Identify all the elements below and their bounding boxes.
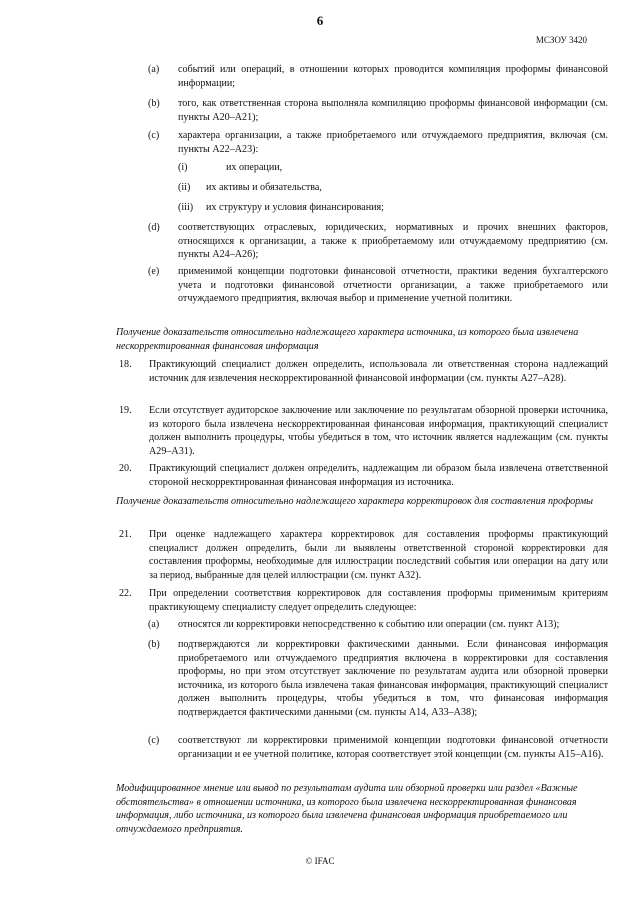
list-item-label: (e): [148, 266, 160, 277]
list-item-text: применимой концепции подготовки финансовой отчетности, практики ведения бухгалтерского учета и подготовки финансовой отчетности организации, а также приобретаемого или отчуждаемого предприятия, включая выбор и применение учетной политики.: [178, 266, 608, 305]
list-item-text: относятся ли корректировки непосредственно к событию или операции (см. пункт А13);: [178, 619, 560, 630]
sub-list-item-label: (iii): [178, 202, 194, 213]
section-heading: Модифицированное мнение или вывод по результатам аудита или обзорной проверки или раздел «Важные обстоятельства» в отношении источника, из которого была извлечена нескорректированная финансовая информация, либо источника, из которого была извлечена финансовая информация приобретаемого или отчуждаемого предприятия.: [116, 783, 578, 835]
paragraph-text: Практикующий специалист должен определить, использовала ли ответственная сторона надлежащий источник для извлечения нескорректированной финансовой информации (см. пункты А27–А28).: [149, 359, 608, 384]
list-item-label: (a): [148, 64, 160, 75]
list-item-text: характера организации, а также приобретаемого или отчуждаемого предприятия, включая (см. пункты А22–А23):: [178, 130, 608, 155]
paragraph-number: 19.: [119, 405, 132, 416]
sub-list-item-label: (ii): [178, 182, 191, 193]
list-item-text: соответствующих отраслевых, юридических, нормативных и прочих внешних факторов, относящихся к организации, а также к приобретаемому или отчуждаемому предприятию (см. пункты А24–А26);: [178, 222, 608, 261]
list-item-text: соответствуют ли корректировки применимой концепции подготовки финансовой отчетности организации и ее учетной политике, которая соответствует этой концепции (см. пункты А15–А16).: [178, 735, 608, 760]
list-item-text: событий или операций, в отношении которых проводится компиляция проформы финансовой информации;: [178, 64, 608, 89]
paragraph-text: Если отсутствует аудиторское заключение или заключение по результатам обзорной проверки источника, из которого была извлечена нескорректированная финансовая информация, практикующий специалист должен выполнить процедуры, чтобы убедиться в том, что источник является надлежащим (см. пункты А29–А31).: [149, 405, 608, 457]
sub-list-item-text: их структуру и условия финансирования;: [206, 202, 384, 213]
sub-list-item-text: их операции,: [226, 162, 283, 173]
paragraph-number: 22.: [119, 588, 132, 599]
document-code: МСЗОУ 3420: [535, 35, 587, 45]
section-heading: Получение доказательств относительно надлежащего характера корректировок для составления проформы: [116, 496, 593, 507]
list-item-text: того, как ответственная сторона выполняла компиляцию проформы финансовой информации (см. пункты А20–А21);: [178, 98, 608, 123]
paragraph-number: 18.: [119, 359, 132, 370]
copyright-notice: © IFAC: [305, 856, 335, 866]
paragraph-text: Практикующий специалист должен определить, надлежащим ли образом была извлечена ответственной стороной нескорректированная финансовая информация из источника.: [149, 463, 608, 488]
list-item-label: (b): [148, 98, 160, 109]
paragraph-text: При оценке надлежащего характера корректировок для составления проформы практикующий специалист должен определить, были ли выявлены ответственной стороной корректировки для составления проформы, необходимые для иллюстрации последствий события или операции на дату или за период, выбранные для целей иллюстрации (см. пункт А32).: [149, 529, 608, 581]
list-item-label: (c): [148, 735, 160, 746]
sub-list-item-text: их активы и обязательства,: [206, 182, 322, 193]
list-item-label: (a): [148, 619, 160, 630]
paragraph-number: 21.: [119, 529, 132, 540]
paragraph-text: При определении соответствия корректировок для составления проформы применимым критериям практикующему специалисту следует определить следующее:: [149, 588, 608, 613]
sub-list-item-label: (i): [178, 162, 188, 173]
list-item-text: подтверждаются ли корректировки фактическими данными. Если финансовая информация приобретаемого или отчуждаемого предприятия включена в корректировки для составления проформы, но при этом отсутствует заключение по результатам аудита или обзорной проверки источника, из которого была извлечена такая финансовая информация, практикующий специалист должен выполнить процедуры, чтобы убедиться в том, что финансовая информация подтверждается фактическими данными (см. пункты А14, А33–А38);: [178, 639, 608, 718]
section-heading: Получение доказательств относительно надлежащего характера источника, из которого была извлечена нескорректированная финансовая информация: [116, 327, 579, 352]
paragraph-number: 20.: [119, 463, 132, 474]
list-item-label: (d): [148, 222, 160, 233]
list-item-label: (b): [148, 639, 160, 650]
page-number: 6: [316, 13, 324, 28]
list-item-label: (c): [148, 130, 160, 141]
